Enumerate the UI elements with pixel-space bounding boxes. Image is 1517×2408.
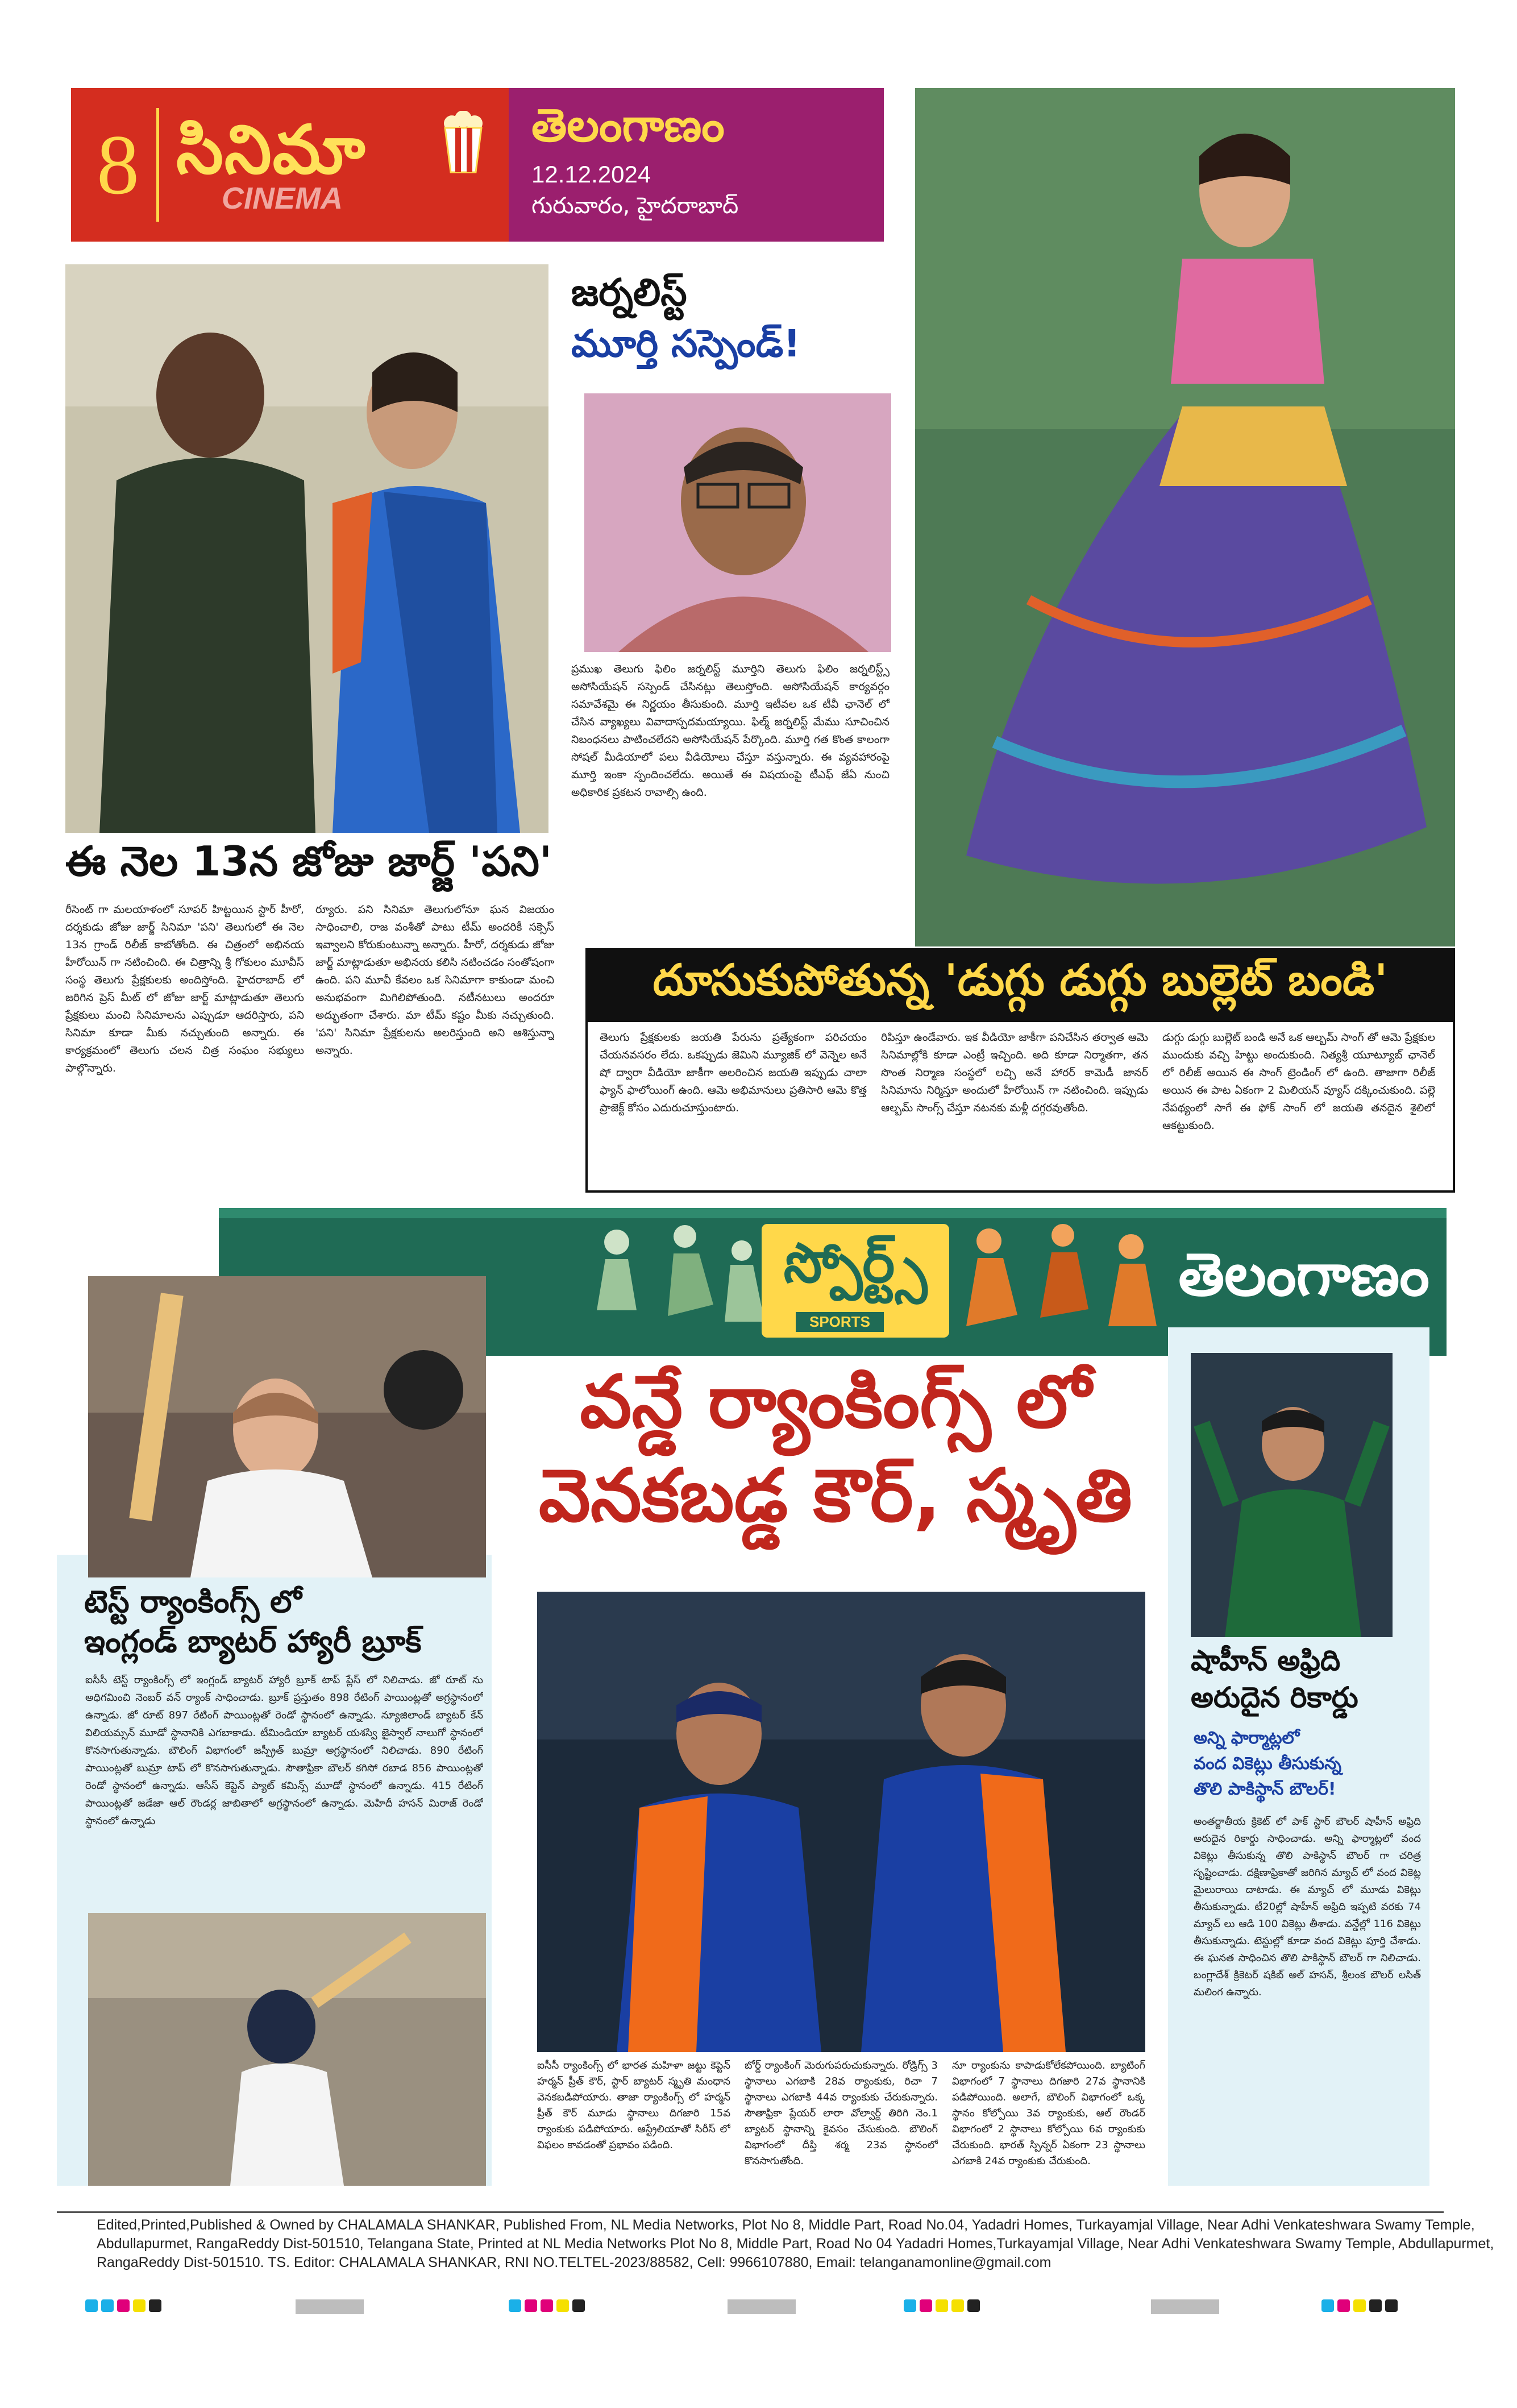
brook-headline-line2: ఇంగ్లండ్ బ్యాటర్ హ్యారీ బ్రూక్ — [84, 1624, 422, 1659]
imprint-line-3: RangaReddy Dist-501510. TS. Editor: CHALAMALA SHANKAR, RNI NO.TELTEL-2023/88582, Cell: 9966107880, Email: telanganamonline@gmail.com — [97, 2255, 1051, 2270]
registration-marks-1 — [85, 2299, 161, 2312]
afridi-body: అంతర్జాతీయ క్రికెట్ లో పాక్ స్టార్ బౌలర్ షాహీన్ అఫ్రిది అరుదైన రికార్డు సాధించాడు. అన్ని ఫార్మాట్లలో వంద వికెట్లు తీసుకున్న తొలి పాకిస్థాన్ బౌలర్ గా చరిత్ర సృష్టించాడు. దక్షిణాఫ్రికాతో జరిగిన మ్యాచ్ లో వంద వికెట్ల మైలురాయి దాటాడు. ఈ మ్యాచ్ లో మూడు వికెట్లు తీసుకున్నాడు. టీ20ల్లో షాహీన్ అఫ్రిది ఇప్పటి వరకు 74 మ్యాచ్ లు ఆడి 100 వికెట్లు తీశాడు. వన్డేల్లో 116 వికెట్లు తీసుకున్నాడు. టెస్టుల్లో కూడా వంద వికెట్లు పూర్తి చేశాడు. ఈ ఘనత సాధించిన తొలి పాకిస్థాన్ బౌలర్ గా నిలిచాడు. బంగ్లాదేశ్ క్రికెటర్ షకిబ్ అల్ హసన్, శ్రీలంక బౌలర్ లసిత్ మలింగ ఉన్నారు. — [1194, 1816, 1421, 1998]
afridi-kicker-line2: వంద వికెట్లు తీసుకున్న — [1194, 1754, 1342, 1774]
masthead-divider — [156, 108, 159, 222]
main-sports-col-3: నూ ర్యాంకును కాపాడుకోలేకపోయింది. బ్యాటింగ్ విభాగంలో 7 స్థానాలు దిగజారి 27వ స్థానానికి పడిపోయింది. అలాగే, బౌలింగ్ విభాగంలో ఒక్క స్థానం కోల్పోయి 3వ ర్యాంకుకు, ఆల్ రౌండర్ విభాగంలో 2 స్థానాలు కోల్పోయి 6వ ర్యాంకుకు చేరుకుంది. భారత్ స్పిన్నర్ ఏకంగా 23 స్థానాలు ఎగబాకి 24వ ర్యాంకుకు చేరుకుంది. — [952, 2060, 1145, 2167]
registration-marks-4 — [1321, 2299, 1398, 2312]
section-title-block — [176, 110, 367, 215]
sports-title: స్పోర్ట్స్ — [783, 1231, 928, 1295]
registration-grey-3 — [1151, 2299, 1219, 2314]
registration-marks-3 — [904, 2299, 980, 2312]
sports-illustration-right — [955, 1218, 1171, 1349]
pani-col-1: రీసెంట్ గా మలయాళంలో సూపర్ హిట్టయిన స్టార్ హీరో, దర్శకుడు జోజు జార్జ్ సినిమా 'పని' తెలుగులో ఈ నెల 13న గ్రాండ్ రిలీజ్ కాబోతోంది. ఈ చిత్రంలో అభినయ హీరోయిన్ గా నటించింది. ఈ చిత్రాన్ని శ్రీ గోకులం మూవీస్ సంస్థ తెలుగు ప్రేక్షకులకు అందిస్తోంది. హైదరాబాద్ లో జరిగిన ప్రెస్ మీట్ లో జోజు జార్జ్ మాట్లాడుతూ తెలుగు ప్రేక్షకులు మంచి సినిమాలను ఎప్పుడూ ఆదరిస్తారు, పని సినిమా కూడా మీకు నచ్చుతుంది అన్నారు. ఈ కార్యక్రమంలో తెలుగు చలన చిత్ర సంఘం సభ్యులు పాల్గొన్నారు. — [65, 903, 304, 1074]
sports-banner-strip — [219, 1208, 1447, 1218]
popcorn-icon — [440, 111, 486, 173]
murthy-headline-line1: జర్నలిస్ట్ — [571, 271, 687, 314]
registration-marks-2 — [509, 2299, 585, 2312]
sports-subtitle: SPORTS — [796, 1312, 884, 1332]
main-sports-col-1: ఐసీసీ ర్యాంకింగ్స్ లో భారత మహిళా జట్టు కెప్టెన్ హర్మన్ ప్రీత్ కౌర్, స్టార్ బ్యాటర్ స్మృతి మంధాన వెనకబడిపోయారు. తాజా ర్యాంకింగ్స్ లో హర్మన్ ప్రీత్ కౌర్ మూడు స్థానాలు దిగజారి 15వ ర్యాంకుకు పడిపోయారు. ఆస్ట్రేలియాతో సిరీస్ లో విఫలం కావడంతో ప్రభావం పడింది. — [537, 2060, 730, 2151]
imprint-line-2: Abdullapurmet, RangaReddy Dist-501510, Telangana State, Printed at NL Media Networks Plot No 8, Middle Part, Road No 04 Yadadri Homes,Turkayamjal Village, Near Adhi Venkateshwara Swamy Temple, Abdullapurmet, — [97, 2236, 1494, 2252]
afridi-headline-line2: అరుదైన రికార్డు — [1191, 1681, 1358, 1714]
brook-headline-line1: టెస్ట్ ర్యాంకింగ్స్ లో — [84, 1584, 302, 1620]
murthy-body: ప్రముఖ తెలుగు ఫిలిం జర్నలిస్ట్ మూర్తిని తెలుగు ఫిలిం జర్నలిస్ట్స్ అసోసియేషన్ సస్పెండ్ చేసినట్లు తెలుస్తోంది. అసోసియేషన్ కార్యవర్గం సమావేశమై ఈ నిర్ణయం తీసుకుంది. మూర్తి ఇటీవల ఒక టీవీ ఛానెల్ లో చేసిన వ్యాఖ్యలు వివాదాస్పదమయ్యాయి. ఫిల్మ్ జర్నలిస్ట్ మేము సూచించిన నిబంధనలు పాటించలేదని అసోసియేషన్ పేర్కొంది. మూర్తి గత కొంత కాలంగా సోషల్ మీడియాలో పలు వీడియోలు చేస్తూ వస్తున్నారు. ఈ వ్యవహారంపై మూర్తి ఇంకా స్పందించలేదు. అయితే ఈ విషయంపై టీఎఫ్ జేఏ నుంచి అధికారిక ప్రకటన రావాల్సి ఉంది. — [571, 663, 890, 799]
duggu-headline-band — [585, 948, 1455, 1022]
masthead-right — [509, 88, 884, 242]
footer-rule — [57, 2211, 1444, 2213]
duggu-col-1: తెలుగు ప్రేక్షకులకు జయతి పేరును ప్రత్యేకంగా పరిచయం చేయనవసరం లేదు. ఒకప్పుడు జెమిని మ్యూజిక్ లో వెన్నెల అనే షో ద్వారా వీడియో జాకీగా అలరించిన జయతి ఇప్పుడు చాలా ఫ్యాన్ ఫాలోయింగ్ ఉంది. ఆమె అభిమానులు ప్రతిసారి ఆమె కొత్త ప్రాజెక్ట్ కోసం ఎదురుచూస్తుంటారు. — [600, 1031, 867, 1114]
afridi-photo — [1191, 1353, 1393, 1637]
main-sports-headline-line1: వన్డే ర్యాంకింగ్స్ లో — [580, 1360, 1091, 1444]
duggu-col-3: డుగ్గు డుగ్గు బుల్లెట్ బండి అనే ఒక ఆల్బమ్ సాంగ్ తో ఆమె ప్రేక్షకుల ముందుకు వచ్చి హిట్టు అందుకుంది. నిత్యశ్రీ యూట్యూబ్ ఛానెల్ లో రిలీజ్ అయిన ఈ సాంగ్ ట్రెండింగ్ లో ఉంది. తాజాగా రిలీజ్ అయిన ఈ పాట ఏకంగా 2 మిలియన్ వ్యూస్ దక్కించుకుంది. పల్లె నేపథ్యంలో సాగే ఈ ఫోక్ సాంగ్ లో జయతి తనదైన శైలిలో ఆకట్టుకుంది. — [1162, 1031, 1435, 1132]
masthead — [71, 88, 884, 242]
main-sports-headline-line2: వెనకబడ్డ కౌర్, స్మృతి — [538, 1454, 1133, 1538]
women-cricket-photo — [537, 1592, 1145, 2052]
sports-title-box — [762, 1224, 949, 1338]
sports-illustration-left — [583, 1219, 776, 1344]
pani-col-2: ర్యూరు. పని సినిమా తెలుగులోనూ ఘన విజయం సాధించాలి, రాజ వంశీతో పాటు టీమ్ అందరికీ సక్సెస్ ఇవ్వాలని కోరుకుంటున్నా అన్నారు. హీరో, దర్శకుడు జోజు జార్జ్ మాట్లాడుతూ అభినయ కలిసి నటించడం సంతోషంగా ఉంది. పని మూవీ కేవలం ఒక సినిమాగా కాకుండా మంచి అనుభవంగా మిగిలిపోతుంది. నటీనటులు అందరూ అద్భుతంగా చేశారు. మా టీమ్ కష్టం మీకు నచ్చుతుంది. 'పని' సినిమా ప్రేక్షకులను అలరిస్తుంది అని ఆశిస్తున్నా అన్నారు. — [315, 903, 554, 1057]
masthead-left — [71, 88, 509, 242]
main-sports-col-2: బోర్డ్ ర్యాంకింగ్ మెరుగుపరుచుకున్నారు. రోడ్రిగ్స్ 3 స్థానాలు ఎగబాకి 28వ ర్యాంకుకు, రిచా 7 స్థానాలు ఎగబాకి 44వ ర్యాంకుకు చేరుకున్నారు. సౌతాఫ్రికా ప్లేయర్ లారా వోల్వార్డ్ తిరిగి నెం.1 బ్యాటర్ స్థానాన్ని కైవసం చేసుకుంది. బౌలింగ్ విభాగంలో దీప్తి శర్మ 23వ స్థానంలో కొనసాగుతోంది. — [745, 2060, 938, 2167]
afridi-kicker-line1: అన్ని ఫార్మాట్లలో — [1194, 1728, 1300, 1748]
pani-cast-photo — [65, 264, 548, 833]
murthy-headline-line2: మూర్తి సస్పెండ్! — [571, 322, 801, 366]
duggu-headline: దూసుకుపోతున్న 'డుగ్గు డుగ్గు బుల్లెట్ బండి' — [652, 954, 1388, 1005]
section-title: సినిమా — [176, 110, 367, 189]
pani-headline: ఈ నెల 13న జోజు జార్జ్ 'పని' — [65, 837, 552, 885]
section-subtitle: CINEMA — [222, 181, 343, 215]
murthy-photo — [584, 393, 891, 652]
brook-celebration-photo — [88, 1276, 486, 1577]
page-number: 8 — [97, 118, 139, 212]
sports-brand-logo: తెలంగాణం — [1178, 1240, 1429, 1309]
duggu-col-2: రిపిస్తూ ఉండేవారు. ఇక వీడియో జాకీగా పనిచేసిన తర్వాత ఆమె సినిమాల్లోకి కూడా ఎంట్రీ ఇచ్చింది. అది కూడా నిర్మాతగా, తన సొంత నిర్మాణ సంస్థలో లచ్చి అనే హారర్ కామెడీ జానర్ సినిమాను నిర్మిస్తూ అందులో హీరోయిన్ గా నటించింది. ఇప్పుడు ఆల్బమ్ సాంగ్స్ చేస్తూ నటనకు మళ్లీ దగ్గరవుతోంది. — [881, 1031, 1148, 1114]
brand-logo: తెలంగాణం — [531, 99, 725, 152]
brook-batting-photo — [88, 1913, 486, 2186]
dancer-photo — [915, 88, 1455, 946]
afridi-headline-line1: షాహీన్ అఫ్రిది — [1191, 1644, 1341, 1677]
registration-grey-2 — [728, 2299, 796, 2314]
registration-grey-1 — [296, 2299, 364, 2314]
imprint-line-1: Edited,Printed,Published & Owned by CHALAMALA SHANKAR, Published From, NL Media Networks, Plot No 8, Middle Part, Road No.04, Yadadri Homes, Turkayamjal Village, Near Adhi Venkateshwara Swamy Temple, — [97, 2217, 1475, 2233]
afridi-kicker-line3: తొలి పాకిస్థాన్ బౌలర్! — [1194, 1779, 1336, 1799]
issue-date: 12.12.2024 — [531, 161, 651, 188]
day-place: గురువారం, హైదరాబాద్ — [531, 193, 739, 219]
brook-body: ఐసీసీ టెస్ట్ ర్యాంకింగ్స్ లో ఇంగ్లండ్ బ్యాటర్ హ్యారీ బ్రూక్ టాప్ ప్లేస్ లో నిలిచాడు. జో రూట్ ను అధిగమించి నెంబర్ వన్ ర్యాంక్ సాధించాడు. బ్రూక్ ప్రస్తుతం 898 రేటింగ్ పాయింట్లతో అగ్రస్థానంలో ఉన్నాడు. జో రూట్ 897 రేటింగ్ పాయింట్లతో రెండో స్థానంలో ఉన్నాడు. న్యూజిలాండ్ బ్యాటర్ కేన్ విలియమ్సన్ మూడో స్థానానికి ఎగబాకాడు. టీమిండియా బ్యాటర్ యశస్వి జైస్వాల్ నాలుగో స్థానంలో కొనసాగుతున్నాడు. బౌలింగ్ విభాగంలో జస్ప్రీత్ బుమ్రా అగ్రస్థానంలో నిలిచాడు. 890 రేటింగ్ పాయింట్లతో బుమ్రా టాప్ లో కొనసాగుతున్నాడు. సౌతాఫ్రికా బౌలర్ కగిసో రబాడ 856 పాయింట్లతో రెండో స్థానంలో ఉన్నాడు. ఆసీస్ కెప్టెన్ ప్యాట్ కమిన్స్ మూడో స్థానంలో ఉన్నాడు. 415 రేటింగ్ పాయింట్లతో జడేజా ఆల్ రౌండర్ల జాబితాలో అగ్రస్థానంలో ఉన్నాడు. మెహిదీ హసన్ మిరాజ్ రెండో స్థానంలో ఉన్నాడు — [85, 1674, 483, 1827]
